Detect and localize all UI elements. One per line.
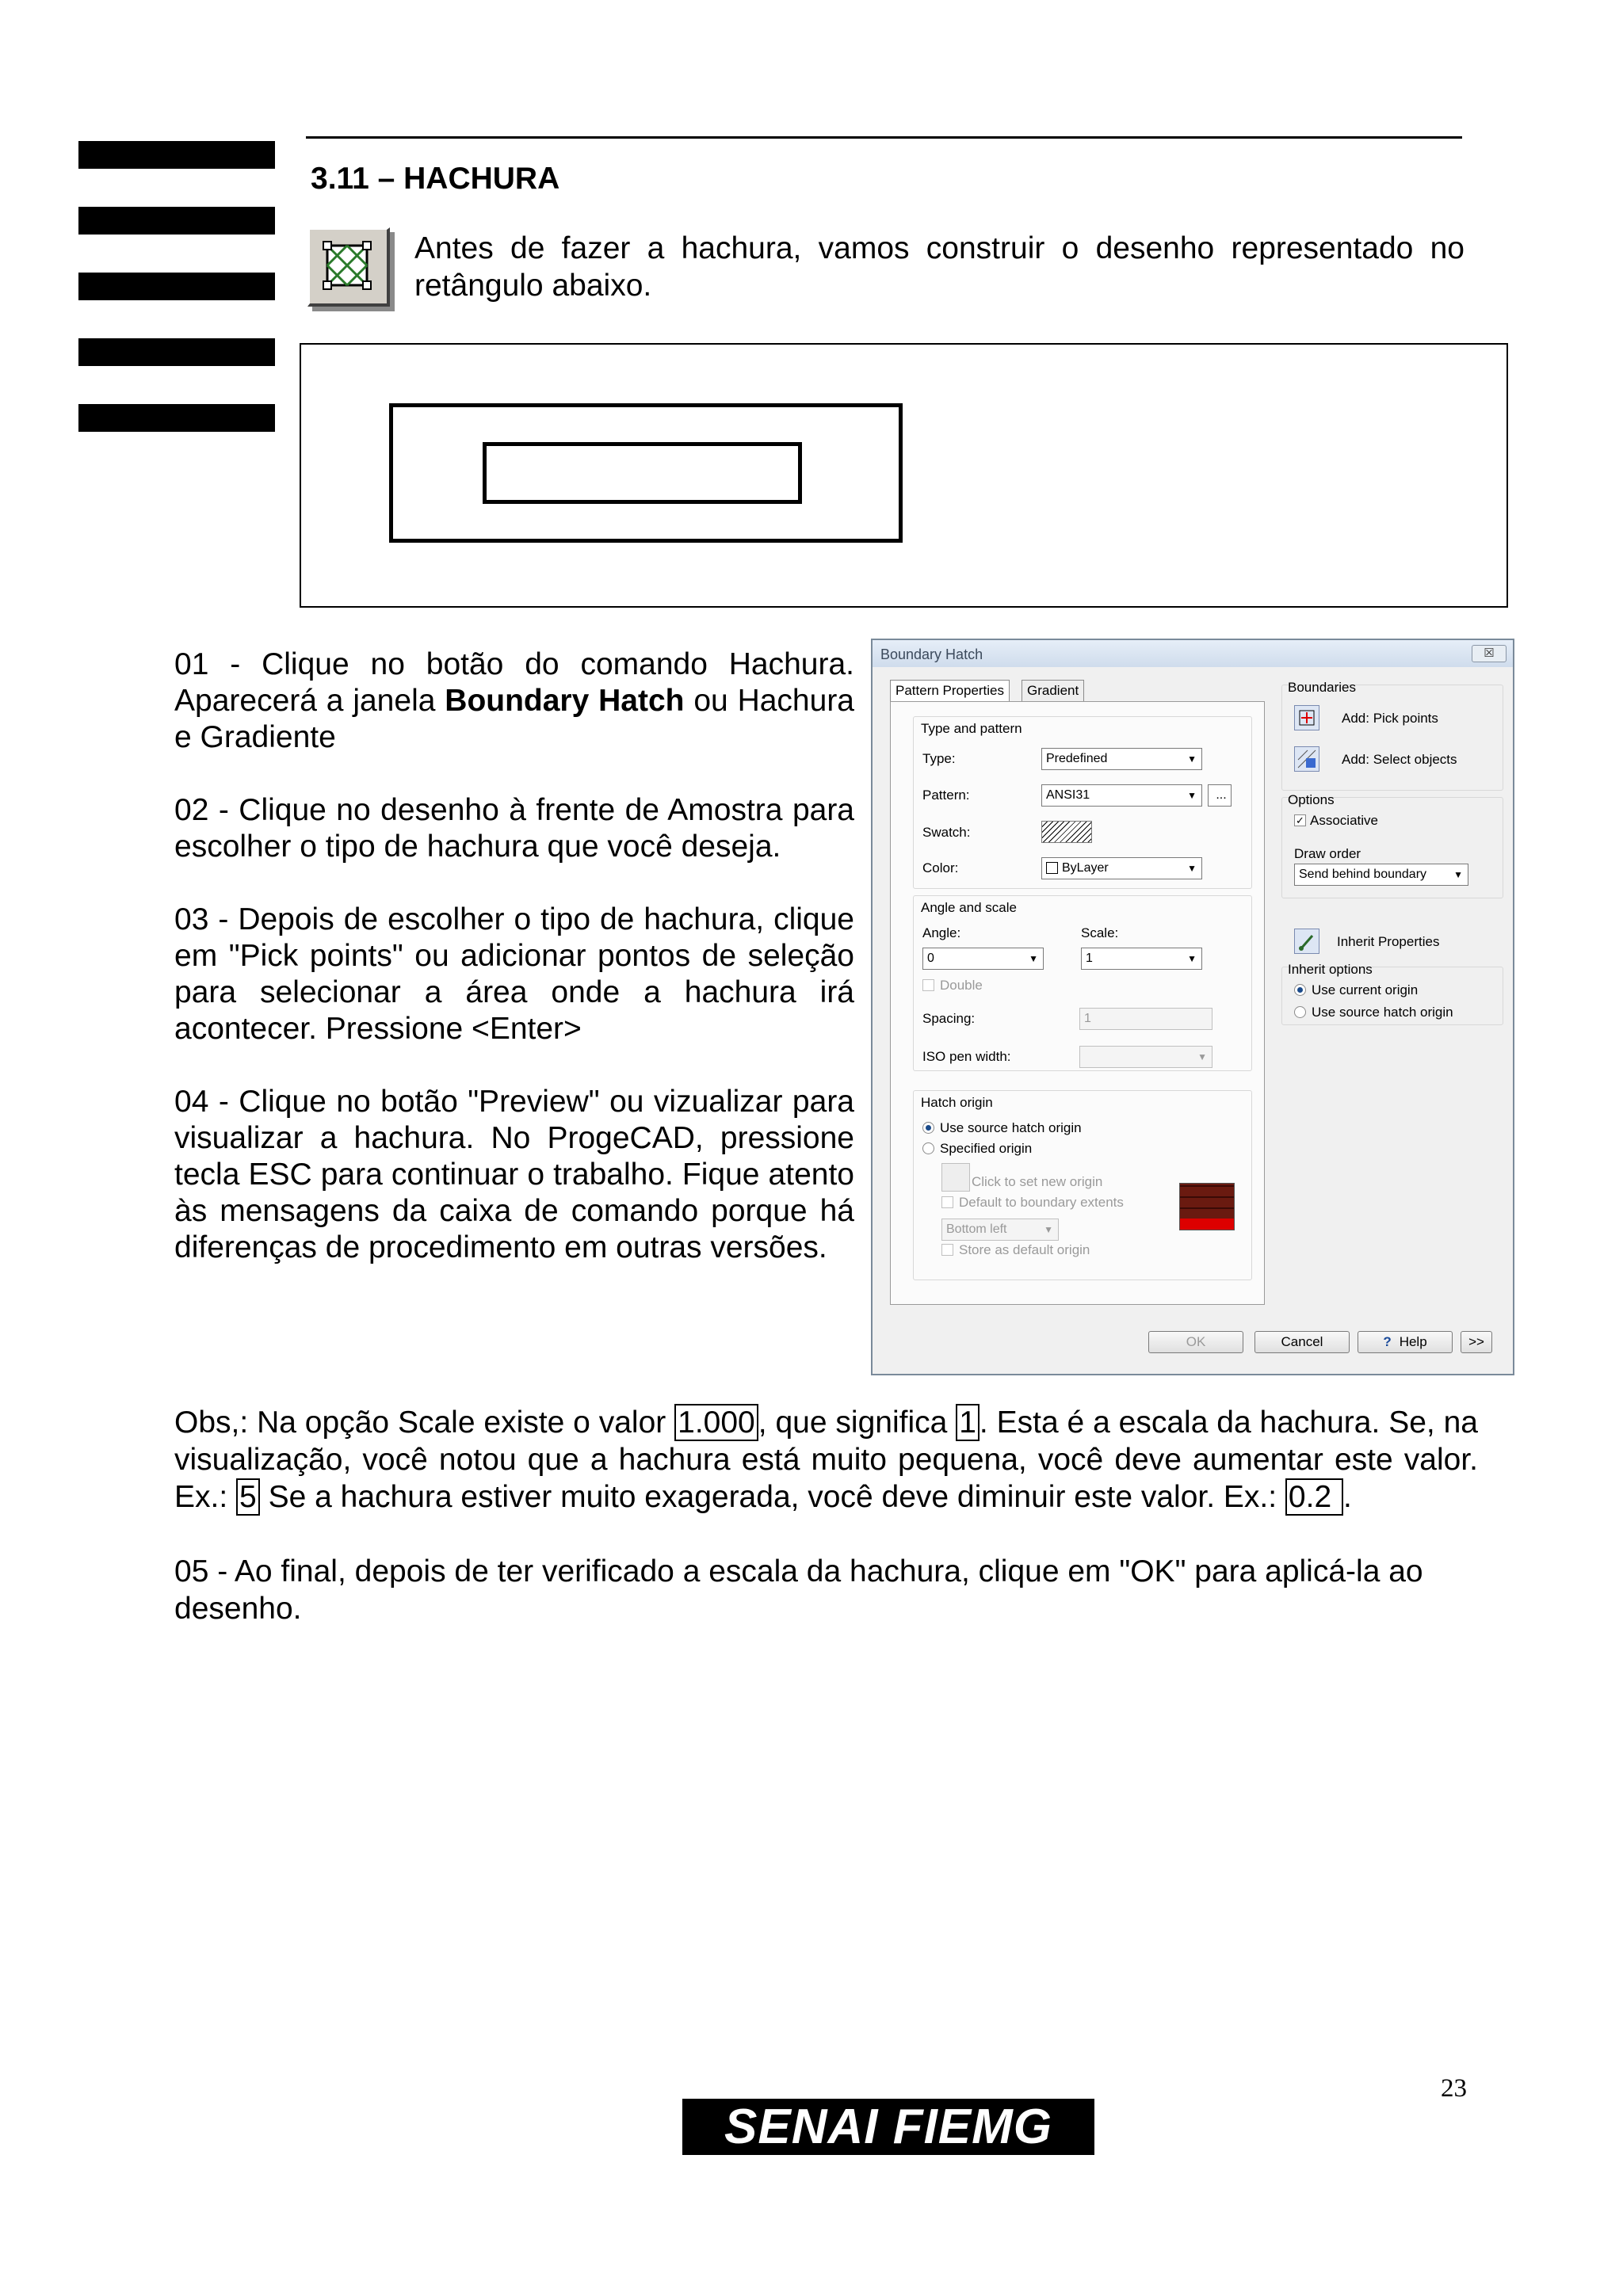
- close-icon[interactable]: ☒: [1472, 645, 1507, 662]
- dialog-title: Boundary Hatch: [880, 646, 983, 662]
- type-select[interactable]: [1041, 748, 1202, 770]
- double-label: Double: [940, 978, 983, 993]
- chevron-down-icon: ▼: [1187, 753, 1197, 765]
- default-boundary-label: Default to boundary extents: [959, 1195, 1124, 1210]
- boundary-hatch-dialog: [871, 639, 1514, 1375]
- decorative-bar-5: [78, 404, 275, 432]
- swatch-preview[interactable]: [1041, 821, 1092, 843]
- help-icon: ?: [1383, 1334, 1392, 1349]
- angle-label: Angle:: [922, 925, 961, 940]
- step-01: 01 - Clique no botão do comando Hachura. Aparecerá a janela Boundary Hatch ou Hachura e Gradiente: [174, 647, 854, 754]
- chevron-down-icon: ▼: [1044, 1224, 1053, 1235]
- page-number: 23: [1441, 2074, 1467, 2103]
- options-label: Options: [1288, 792, 1335, 807]
- iso-pen-width-select[interactable]: [1079, 1046, 1212, 1068]
- decorative-bar-3: [78, 273, 275, 300]
- more-options-button[interactable]: >>: [1461, 1331, 1492, 1353]
- add-select-objects-label[interactable]: Add: Select objects: [1342, 752, 1457, 767]
- tab-gradient[interactable]: Gradient: [1022, 680, 1084, 701]
- associative-label: Associative: [1310, 813, 1378, 828]
- inherit-properties-label[interactable]: Inherit Properties: [1337, 934, 1440, 949]
- scale-label: Scale:: [1081, 925, 1119, 940]
- step-04: 04 - Clique no botão "Preview" ou vizualizar para visualizar a hachura. No ProgeCAD, pressione tecla ESC para continuar o trabalho. Fique atento às mensagens da caixa de comando porque há diferenças de procedimento em outras versões.: [174, 1085, 854, 1264]
- decrease-example-box: 0.2: [1285, 1478, 1343, 1516]
- color-value: ByLayer: [1062, 861, 1109, 875]
- inner-rectangle: [483, 442, 802, 504]
- scale-meaning-box: 1: [956, 1404, 980, 1441]
- header-rule: [306, 136, 1462, 139]
- pattern-properties-panel: [890, 701, 1265, 1305]
- chevron-down-icon: ▼: [1453, 869, 1463, 880]
- pattern-value: ANSI31: [1046, 788, 1090, 802]
- use-source-origin-label: Use source hatch origin: [940, 1120, 1082, 1135]
- color-select[interactable]: [1041, 857, 1202, 879]
- swatch-label: Swatch:: [922, 825, 971, 840]
- boundaries-group: [1281, 685, 1503, 791]
- step-03: 03 - Depois de escolher o tipo de hachura, clique em "Pick points" ou adicionar pontos de seleção para selecionar a área onde a hachura irá acontecer. Pressione <Enter>: [174, 902, 854, 1046]
- decorative-bar-2: [78, 207, 275, 235]
- chevron-down-icon: ▼: [1197, 1051, 1207, 1062]
- draw-order-value: Send behind boundary: [1299, 868, 1427, 881]
- brick-origin-preview: [1179, 1183, 1235, 1230]
- use-source-origin2-radio[interactable]: [1294, 1006, 1306, 1018]
- angle-select[interactable]: [922, 948, 1044, 970]
- use-source-origin-radio[interactable]: [922, 1122, 934, 1134]
- cancel-button[interactable]: Cancel: [1254, 1331, 1350, 1353]
- use-current-origin-label: Use current origin: [1312, 982, 1419, 997]
- specified-origin-label: Specified origin: [940, 1141, 1033, 1156]
- dialog-titlebar: [873, 640, 1513, 667]
- angle-value: 0: [927, 952, 934, 965]
- click-to-set-origin-label: Click to set new origin: [972, 1174, 1103, 1189]
- bottom-left-value: Bottom left: [946, 1222, 1007, 1236]
- steps-list: [174, 646, 854, 1302]
- chevron-down-icon: ▼: [1187, 790, 1197, 801]
- scale-value-box: 1.000: [674, 1404, 758, 1441]
- default-boundary-checkbox[interactable]: [941, 1196, 953, 1208]
- increase-example-box: 5: [236, 1478, 260, 1516]
- use-current-origin-radio[interactable]: [1294, 984, 1306, 996]
- tab-pattern-properties[interactable]: Pattern Properties: [890, 680, 1010, 701]
- intro-text: Antes de fazer a hachura, vamos construir o desenho representado no retângulo abaixo.: [414, 231, 1465, 303]
- spacing-label: Spacing:: [922, 1011, 976, 1026]
- draw-order-select[interactable]: [1294, 864, 1468, 886]
- chevron-down-icon: ▼: [1029, 953, 1038, 964]
- hatch-command-icon: [307, 227, 390, 307]
- chevron-down-icon: ▼: [1187, 953, 1197, 964]
- type-value: Predefined: [1046, 752, 1108, 765]
- use-source-origin2-label: Use source hatch origin: [1312, 1005, 1453, 1020]
- add-pick-points-label[interactable]: Add: Pick points: [1342, 711, 1438, 726]
- hatch-origin-label: Hatch origin: [921, 1095, 993, 1110]
- specified-origin-radio[interactable]: [922, 1142, 934, 1154]
- store-default-checkbox[interactable]: [941, 1244, 953, 1256]
- chevron-down-icon: ▼: [1187, 863, 1197, 874]
- origin-marker: [1180, 1219, 1234, 1230]
- senai-fiemg-logo: SENAI FIEMG: [682, 2099, 1094, 2155]
- section-heading: 3.11 – HACHURA: [311, 162, 560, 196]
- draw-order-label: Draw order: [1294, 846, 1361, 861]
- pattern-select[interactable]: [1041, 784, 1202, 807]
- pick-points-icon[interactable]: [1294, 705, 1319, 730]
- color-swatch-icon: [1046, 862, 1058, 874]
- pattern-label: Pattern:: [922, 788, 970, 803]
- bottom-left-select[interactable]: [941, 1219, 1059, 1241]
- help-button[interactable]: [1358, 1331, 1453, 1353]
- angle-and-scale-label: Angle and scale: [921, 900, 1017, 915]
- boundaries-label: Boundaries: [1288, 680, 1357, 695]
- spacing-input[interactable]: 1: [1079, 1008, 1212, 1030]
- associative-checkbox[interactable]: ✓: [1294, 814, 1306, 826]
- scale-select[interactable]: [1081, 948, 1202, 970]
- type-and-pattern-label: Type and pattern: [921, 721, 1022, 736]
- double-checkbox[interactable]: [922, 979, 934, 991]
- decorative-bar-1: [78, 141, 275, 169]
- inherit-options-label: Inherit options: [1288, 962, 1373, 977]
- type-label: Type:: [922, 751, 956, 766]
- iso-pen-width-label: ISO pen width:: [922, 1049, 1011, 1064]
- step-02: 02 - Clique no desenho à frente de Amostra para escolher o tipo de hachura que você deseja.: [174, 793, 854, 864]
- color-label: Color:: [922, 860, 959, 875]
- decorative-bar-4: [78, 338, 275, 366]
- help-label: Help: [1399, 1334, 1427, 1349]
- step-05: 05 - Ao final, depois de ter verificado a escala da hachura, clique em "OK" para aplicá-la ao desenho.: [174, 1554, 1423, 1626]
- pattern-browse-button[interactable]: ...: [1208, 784, 1232, 807]
- inherit-properties-icon[interactable]: [1294, 929, 1319, 954]
- set-origin-icon[interactable]: [941, 1163, 970, 1192]
- scale-value: 1: [1086, 952, 1093, 965]
- store-default-label: Store as default origin: [959, 1242, 1090, 1257]
- ok-button[interactable]: OK: [1148, 1331, 1243, 1353]
- observation-paragraph: Obs,: Na opção Scale existe o valor 1.000 , que significa 1 . Esta é a escala da hachura. Se, na visualização, você notou que a hachura está muito pequena, você deve aumentar este valor. Ex.: 5 Se a hachura estiver muito exagerada, você deve diminuir este valor. Ex.: 0.2 .: [174, 1405, 1479, 1514]
- select-objects-icon[interactable]: [1294, 746, 1319, 772]
